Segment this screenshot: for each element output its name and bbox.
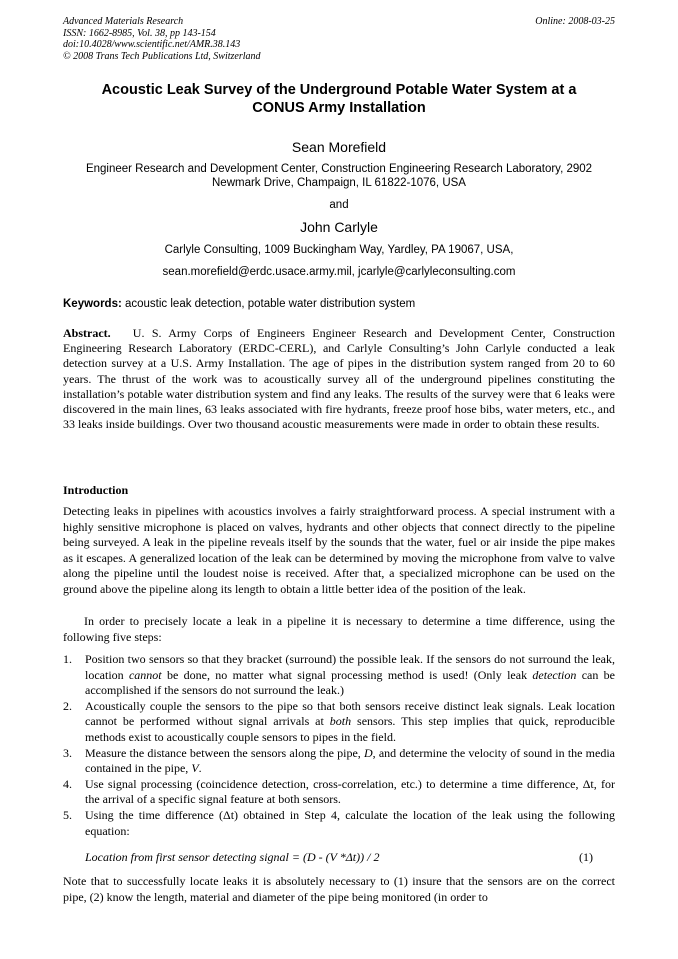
equation-text: Location from first sensor detecting signal = (D - (V *Δt)) / 2: [85, 850, 380, 864]
list-item-number: 4.: [63, 776, 72, 791]
affiliation-1-line-1: Engineer Research and Development Center, Construction Engineering Research Laboratory, 2902: [85, 163, 593, 175]
section-heading-introduction: Introduction: [63, 483, 129, 497]
equation-1: [85, 850, 615, 865]
list-item: [63, 699, 615, 746]
and-separator: and: [329, 199, 349, 211]
list-item-number: 1.: [63, 652, 72, 666]
author-1: Sean Morefield: [291, 139, 387, 155]
abstract-label: Abstract.: [63, 326, 111, 340]
affiliation-2: Carlyle Consulting, 1009 Buckingham Way, Yardley, PA 19067, USA,: [164, 244, 514, 256]
paper-title: [63, 81, 615, 117]
author-2: John Carlyle: [300, 219, 378, 235]
issn-line: ISSN: 1662-8985, Vol. 38, pp 143-154: [63, 27, 216, 39]
list-item: [63, 746, 615, 777]
list-item: [63, 808, 615, 839]
keywords-text: acoustic leak detection, potable water distribution system: [121, 298, 416, 310]
intro-paragraph-2: In order to precisely locate a leak in a pipeline it is necessary to determine a time difference, using the following five steps:: [63, 614, 615, 644]
affiliation-1: [63, 162, 615, 190]
intro-paragraph-3: Note that to successfully locate leaks it is absolutely necessary to (1) insure that the sensors are on the correct pipe, (2) know the length, material and diameter of the pipe being monitored (in order to: [63, 874, 615, 904]
list-item-number: 3.: [63, 745, 72, 760]
list-item-text: Use signal processing (coincidence detection, cross-correlation, etc.) to determine a time difference, Δt, for the arrival of a specific signal feature at both sensors.: [85, 776, 615, 807]
abstract-text: U. S. Army Corps of Engineers Engineer Research and Development Center, Construction Engineering Research Laboratory (ERDC-CERL), and Carlyle Consulting’s John Carlyle conducted a leak detection survey at a U.S. Army Installation. The age of pipes in the distribution system ranged from 20 to 60 years. The thrust of the work was to acoustically survey all of the underground pipelines constituting the installation’s potable water distribution system and find any leaks. The results of the survey were that 6 leaks were discovered in the main lines, 63 leaks associated with fire hydrants, freeze proof hose bibs, water meters, etc., and 33 leaks inside buildings. Over two thousand acoustic measurements were made in order to obtain these results.: [63, 326, 615, 432]
list-item: [63, 777, 615, 808]
steps-list: [63, 652, 615, 839]
list-item-number: 2.: [63, 698, 72, 713]
list-item-text: Acoustically couple the sensors to the pipe so that both sensors receive distinct leak signals. Leak location cannot be performed without signal arrivals at both sensors. This step implies that quick, reproducible methods exist to acoustically couple sensors to pipes in the field.: [85, 698, 616, 744]
list-item: [63, 652, 615, 699]
title-line-1: Acoustic Leak Survey of the Underground Potable Water System at a: [101, 82, 577, 98]
title-line-2: CONUS Army Installation: [252, 100, 426, 116]
journal-name: Advanced Materials Research: [63, 16, 184, 27]
doi-line: doi:10.4028/www.scientific.net/AMR.38.143: [63, 39, 241, 50]
author-emails: sean.morefield@erdc.usace.army.mil, jcarlyle@carlyleconsulting.com: [162, 266, 516, 278]
list-item-number: 5.: [63, 807, 72, 822]
journal-header: [63, 16, 615, 62]
intro-paragraph-1: Detecting leaks in pipelines with acoustics involves a fairly straightforward process. A special instrument with a highly sensitive microphone is placed on valves, hydrants and other objects that connect directly to the pipeline being surveyed. A leak in the pipeline reveals itself by the sounds that the water, fuel or air inside the pipe makes as it escapes. A generalized location of the leak can be determined by moving the microphone from valve to valve along the pipeline until the loudest noise is received. After that, a specialized microphone can be used on the ground above the pipeline along its length to obtain a little better idea of the position of the leak.: [63, 504, 615, 596]
affiliation-1-line-2: Newmark Drive, Champaign, IL 61822-1076, USA: [212, 177, 466, 189]
online-date: Online: 2008-03-25: [535, 16, 615, 27]
list-item-text: Measure the distance between the sensors along the pipe, D, and determine the velocity of sound in the media contained in the pipe, V.: [85, 745, 615, 776]
abstract: [63, 326, 615, 432]
equation-number: (1): [579, 850, 593, 864]
list-item-text: Position two sensors so that they bracket (surround) the possible leak. If the sensors do not surround the leak, location cannot be done, no matter what signal processing method is used! (Only leak detection can be accomplished if the sensors do not surround the leak.): [85, 652, 616, 698]
copyright-line: © 2008 Trans Tech Publications Ltd, Switzerland: [63, 50, 261, 62]
keywords-label: Keywords:: [63, 298, 122, 310]
list-item-text: Using the time difference (Δt) obtained in Step 4, calculate the location of the leak using the following equation:: [85, 807, 615, 838]
keywords: [63, 297, 615, 311]
